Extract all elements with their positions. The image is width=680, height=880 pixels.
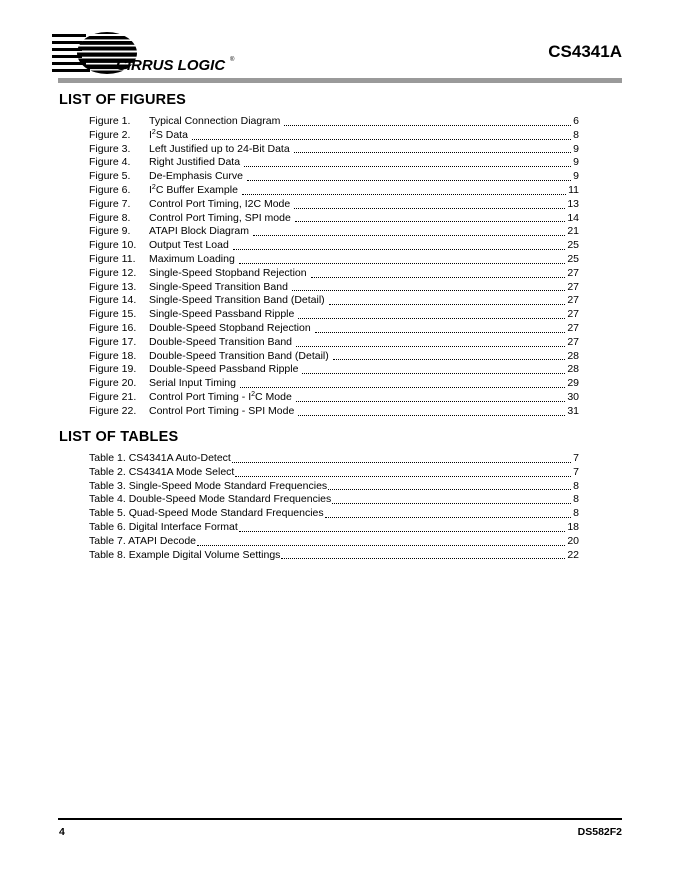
table-title: Table 1. CS4341A Auto-Detect	[89, 452, 231, 464]
table-page-number: 20	[567, 534, 579, 547]
figure-title-text: Typical Connection Diagram	[149, 115, 281, 127]
table-title: Table 4. Double-Speed Mode Standard Frequencies	[89, 493, 332, 506]
page-number: 4	[59, 826, 65, 838]
dot-leader	[292, 281, 565, 291]
figure-entry[interactable]	[89, 129, 579, 143]
figure-entry[interactable]	[89, 225, 579, 239]
figure-number: Figure 11.	[89, 252, 136, 265]
table-title: Table 5. Quad-Speed Mode Standard Frequencies	[89, 507, 324, 520]
dot-leader	[294, 199, 565, 209]
dot-leader	[294, 143, 571, 153]
dot-leader	[296, 392, 566, 402]
figure-title-text: Double-Speed Passband Ripple	[149, 363, 299, 376]
dot-leader	[311, 268, 566, 278]
list-of-figures-heading: LIST OF FIGURES	[59, 92, 187, 108]
dot-leader	[333, 350, 566, 360]
figure-page-number: 14	[567, 211, 579, 224]
figure-number: Figure 19.	[89, 363, 137, 376]
tables-list	[89, 452, 579, 562]
figure-entry[interactable]	[89, 281, 579, 295]
dot-leader	[235, 467, 571, 477]
table-title: Table 3. Single-Speed Mode Standard Frequencies	[89, 479, 328, 492]
figure-title-text: ATAPI Block Diagram	[149, 225, 249, 238]
figure-entry[interactable]	[89, 267, 579, 281]
figure-number: Figure 5.	[89, 170, 131, 183]
figure-title	[149, 322, 311, 336]
figure-title-text-suffix: C Buffer Example	[155, 183, 238, 196]
dot-leader	[232, 453, 571, 463]
list-of-tables-heading: LIST OF TABLES	[59, 429, 179, 445]
logo-trademark: ®	[230, 57, 235, 63]
figure-page-number: 27	[567, 266, 579, 279]
dot-leader	[192, 130, 571, 140]
figure-title-text: Output Test Load	[149, 239, 229, 252]
figure-number: Figure 12.	[89, 266, 137, 279]
figure-number: Figure 7.	[89, 197, 131, 210]
logo-wordmark: CIRRUS LOGIC	[116, 57, 226, 74]
figure-entry[interactable]	[89, 350, 579, 364]
dot-leader	[298, 309, 565, 319]
figure-page-number: 27	[567, 335, 579, 348]
figure-page-number: 28	[567, 363, 579, 376]
figure-page-number: 9	[573, 142, 579, 155]
figure-page-number: 8	[573, 128, 579, 141]
figure-number: Figure 10.	[89, 239, 137, 252]
dot-leader	[302, 364, 565, 374]
figure-number: Figure 14.	[89, 294, 137, 307]
dot-leader	[295, 212, 566, 222]
table-entry[interactable]	[89, 452, 579, 466]
figure-title	[149, 184, 238, 198]
figure-title-text: Single-Speed Passband Ripple	[149, 308, 295, 321]
dot-leader	[296, 337, 565, 347]
figure-title	[149, 405, 294, 419]
document-code: DS582F2	[577, 826, 622, 838]
figure-title	[149, 212, 291, 226]
figure-title-text-suffix: S Data	[155, 128, 188, 141]
figure-entry[interactable]	[89, 156, 579, 170]
figure-entry[interactable]	[89, 143, 579, 157]
figure-number: Figure 2.	[89, 128, 131, 141]
table-title: Table 6. Digital Interface Format	[89, 520, 238, 533]
dot-leader	[240, 378, 565, 388]
figure-title	[149, 391, 292, 405]
figure-title	[149, 115, 280, 129]
figures-list	[89, 115, 579, 419]
table-entry[interactable]	[89, 549, 579, 563]
table-title: Table 7. ATAPI Decode	[89, 534, 197, 547]
figure-number: Figure 18.	[89, 349, 137, 362]
figure-entry[interactable]	[89, 184, 579, 198]
figure-number: Figure 15.	[89, 308, 137, 321]
dot-leader	[239, 522, 565, 532]
figure-title	[149, 308, 294, 322]
figure-entry[interactable]	[89, 253, 579, 267]
figure-title-text: Double-Speed Transition Band	[149, 335, 293, 348]
figure-title-text: Control Port Timing - SPI Mode	[149, 404, 295, 417]
figure-entry[interactable]	[89, 322, 579, 336]
figure-entry[interactable]	[89, 405, 579, 419]
dot-leader	[253, 226, 565, 236]
figure-entry[interactable]	[89, 391, 579, 405]
figure-title	[149, 377, 236, 391]
table-page-number: 8	[573, 507, 579, 520]
figure-number: Figure 1.	[89, 115, 131, 127]
figure-number: Figure 17.	[89, 335, 137, 348]
figure-entry[interactable]	[89, 239, 579, 253]
figure-page-number: 30	[567, 390, 579, 403]
figure-title-text: Right Justified Data	[149, 156, 241, 169]
figure-title-text: Double-Speed Stopband Rejection	[149, 321, 311, 334]
figure-title-text: Left Justified up to 24-Bit Data	[149, 142, 290, 155]
figure-title	[149, 239, 229, 253]
figure-page-number: 9	[573, 170, 579, 183]
figure-number: Figure 16.	[89, 321, 137, 334]
dot-leader	[284, 116, 571, 126]
table-page-number: 7	[573, 465, 579, 478]
figure-page-number: 31	[567, 404, 579, 417]
figure-title-superscript: 2	[251, 390, 256, 398]
table-entry[interactable]	[89, 493, 579, 507]
dot-leader	[239, 254, 566, 264]
figure-title	[149, 156, 240, 170]
table-page-number: 18	[567, 520, 579, 533]
figure-entry[interactable]	[89, 308, 579, 322]
figure-title	[149, 281, 288, 295]
figure-title-text: Maximum Loading	[149, 252, 235, 265]
dot-leader	[332, 494, 571, 504]
table-title: Table 8. Example Digital Volume Settings	[89, 548, 281, 561]
dot-leader	[281, 549, 565, 559]
figure-title-text: Single-Speed Stopband Rejection	[149, 266, 307, 279]
figure-entry[interactable]	[89, 294, 579, 308]
figure-number: Figure 21.	[89, 390, 137, 403]
figure-entry[interactable]	[89, 198, 579, 212]
figure-page-number: 9	[573, 156, 579, 169]
figure-title	[149, 129, 188, 143]
figure-title	[149, 170, 243, 184]
figure-title-superscript: 2	[151, 183, 156, 191]
dot-leader	[247, 171, 571, 181]
figure-title-text: Single-Speed Transition Band	[149, 280, 288, 293]
dot-leader	[329, 295, 566, 305]
figure-entry[interactable]	[89, 363, 579, 377]
figure-entry[interactable]	[89, 336, 579, 350]
figure-title	[149, 363, 298, 377]
document-id: CS4341A	[548, 42, 622, 61]
figure-page-number: 27	[567, 321, 579, 334]
dot-leader	[244, 157, 571, 167]
table-page-number: 7	[573, 452, 579, 464]
figure-title	[149, 198, 290, 212]
table-entry[interactable]	[89, 466, 579, 480]
figure-page-number: 11	[568, 183, 579, 196]
figure-title-text: Control Port Timing, I2C Mode	[149, 197, 291, 210]
cirrus-logic-logo	[52, 28, 242, 78]
figure-title-text: Control Port Timing - I	[149, 390, 252, 403]
figure-number: Figure 22.	[89, 404, 137, 417]
table-page-number: 8	[573, 479, 579, 492]
figure-title-text: Serial Input Timing	[149, 377, 236, 390]
figure-page-number: 28	[567, 349, 579, 362]
figure-title	[149, 143, 290, 157]
figure-entry[interactable]	[89, 212, 579, 226]
figure-entry[interactable]	[89, 115, 579, 129]
table-page-number: 22	[567, 548, 579, 561]
dot-leader	[233, 240, 566, 250]
table-entry[interactable]	[89, 521, 579, 535]
figure-number: Figure 20.	[89, 377, 137, 390]
figure-page-number: 29	[567, 377, 579, 390]
figure-title	[149, 253, 235, 267]
figure-number: Figure 13.	[89, 280, 137, 293]
header-rule	[58, 78, 622, 83]
figure-page-number: 25	[567, 239, 579, 252]
dot-leader	[325, 508, 572, 518]
figure-title-text: Control Port Timing, SPI mode	[149, 211, 291, 224]
figure-title-text-suffix: C Mode	[255, 390, 292, 403]
figure-page-number: 27	[567, 294, 579, 307]
table-entry[interactable]	[89, 507, 579, 521]
figure-title-text: Single-Speed Transition Band (Detail)	[149, 294, 325, 307]
dot-leader	[315, 323, 566, 333]
figure-title-superscript: 2	[151, 128, 156, 136]
table-entry[interactable]	[89, 480, 579, 494]
figure-page-number: 27	[567, 280, 579, 293]
dot-leader	[242, 185, 566, 195]
figure-page-number: 27	[567, 308, 579, 321]
figure-entry[interactable]	[89, 377, 579, 391]
figure-title	[149, 336, 292, 350]
figure-number: Figure 6.	[89, 183, 131, 196]
figure-number: Figure 3.	[89, 142, 131, 155]
figure-number: Figure 9.	[89, 225, 131, 238]
figure-number: Figure 8.	[89, 211, 131, 224]
figure-page-number: 21	[567, 225, 579, 238]
figure-entry[interactable]	[89, 170, 579, 184]
figure-title-text: Double-Speed Transition Band (Detail)	[149, 349, 329, 362]
figure-page-number: 25	[567, 252, 579, 265]
figure-page-number: 6	[573, 115, 579, 127]
dot-leader	[298, 406, 565, 416]
figure-page-number: 13	[567, 197, 579, 210]
footer-rule	[58, 818, 622, 820]
table-title: Table 2. CS4341A Mode Select	[89, 465, 235, 478]
dot-leader	[328, 480, 571, 490]
figure-title	[149, 267, 307, 281]
dot-leader	[197, 536, 565, 546]
figure-number: Figure 4.	[89, 156, 131, 169]
figure-title-text: De-Emphasis Curve	[149, 170, 243, 183]
figure-title	[149, 350, 329, 364]
figure-title	[149, 225, 249, 239]
table-entry[interactable]	[89, 535, 579, 549]
figure-title-text: I	[149, 128, 152, 141]
figure-title-text: I	[149, 183, 152, 196]
table-page-number: 8	[573, 493, 579, 506]
figure-title	[149, 294, 325, 308]
